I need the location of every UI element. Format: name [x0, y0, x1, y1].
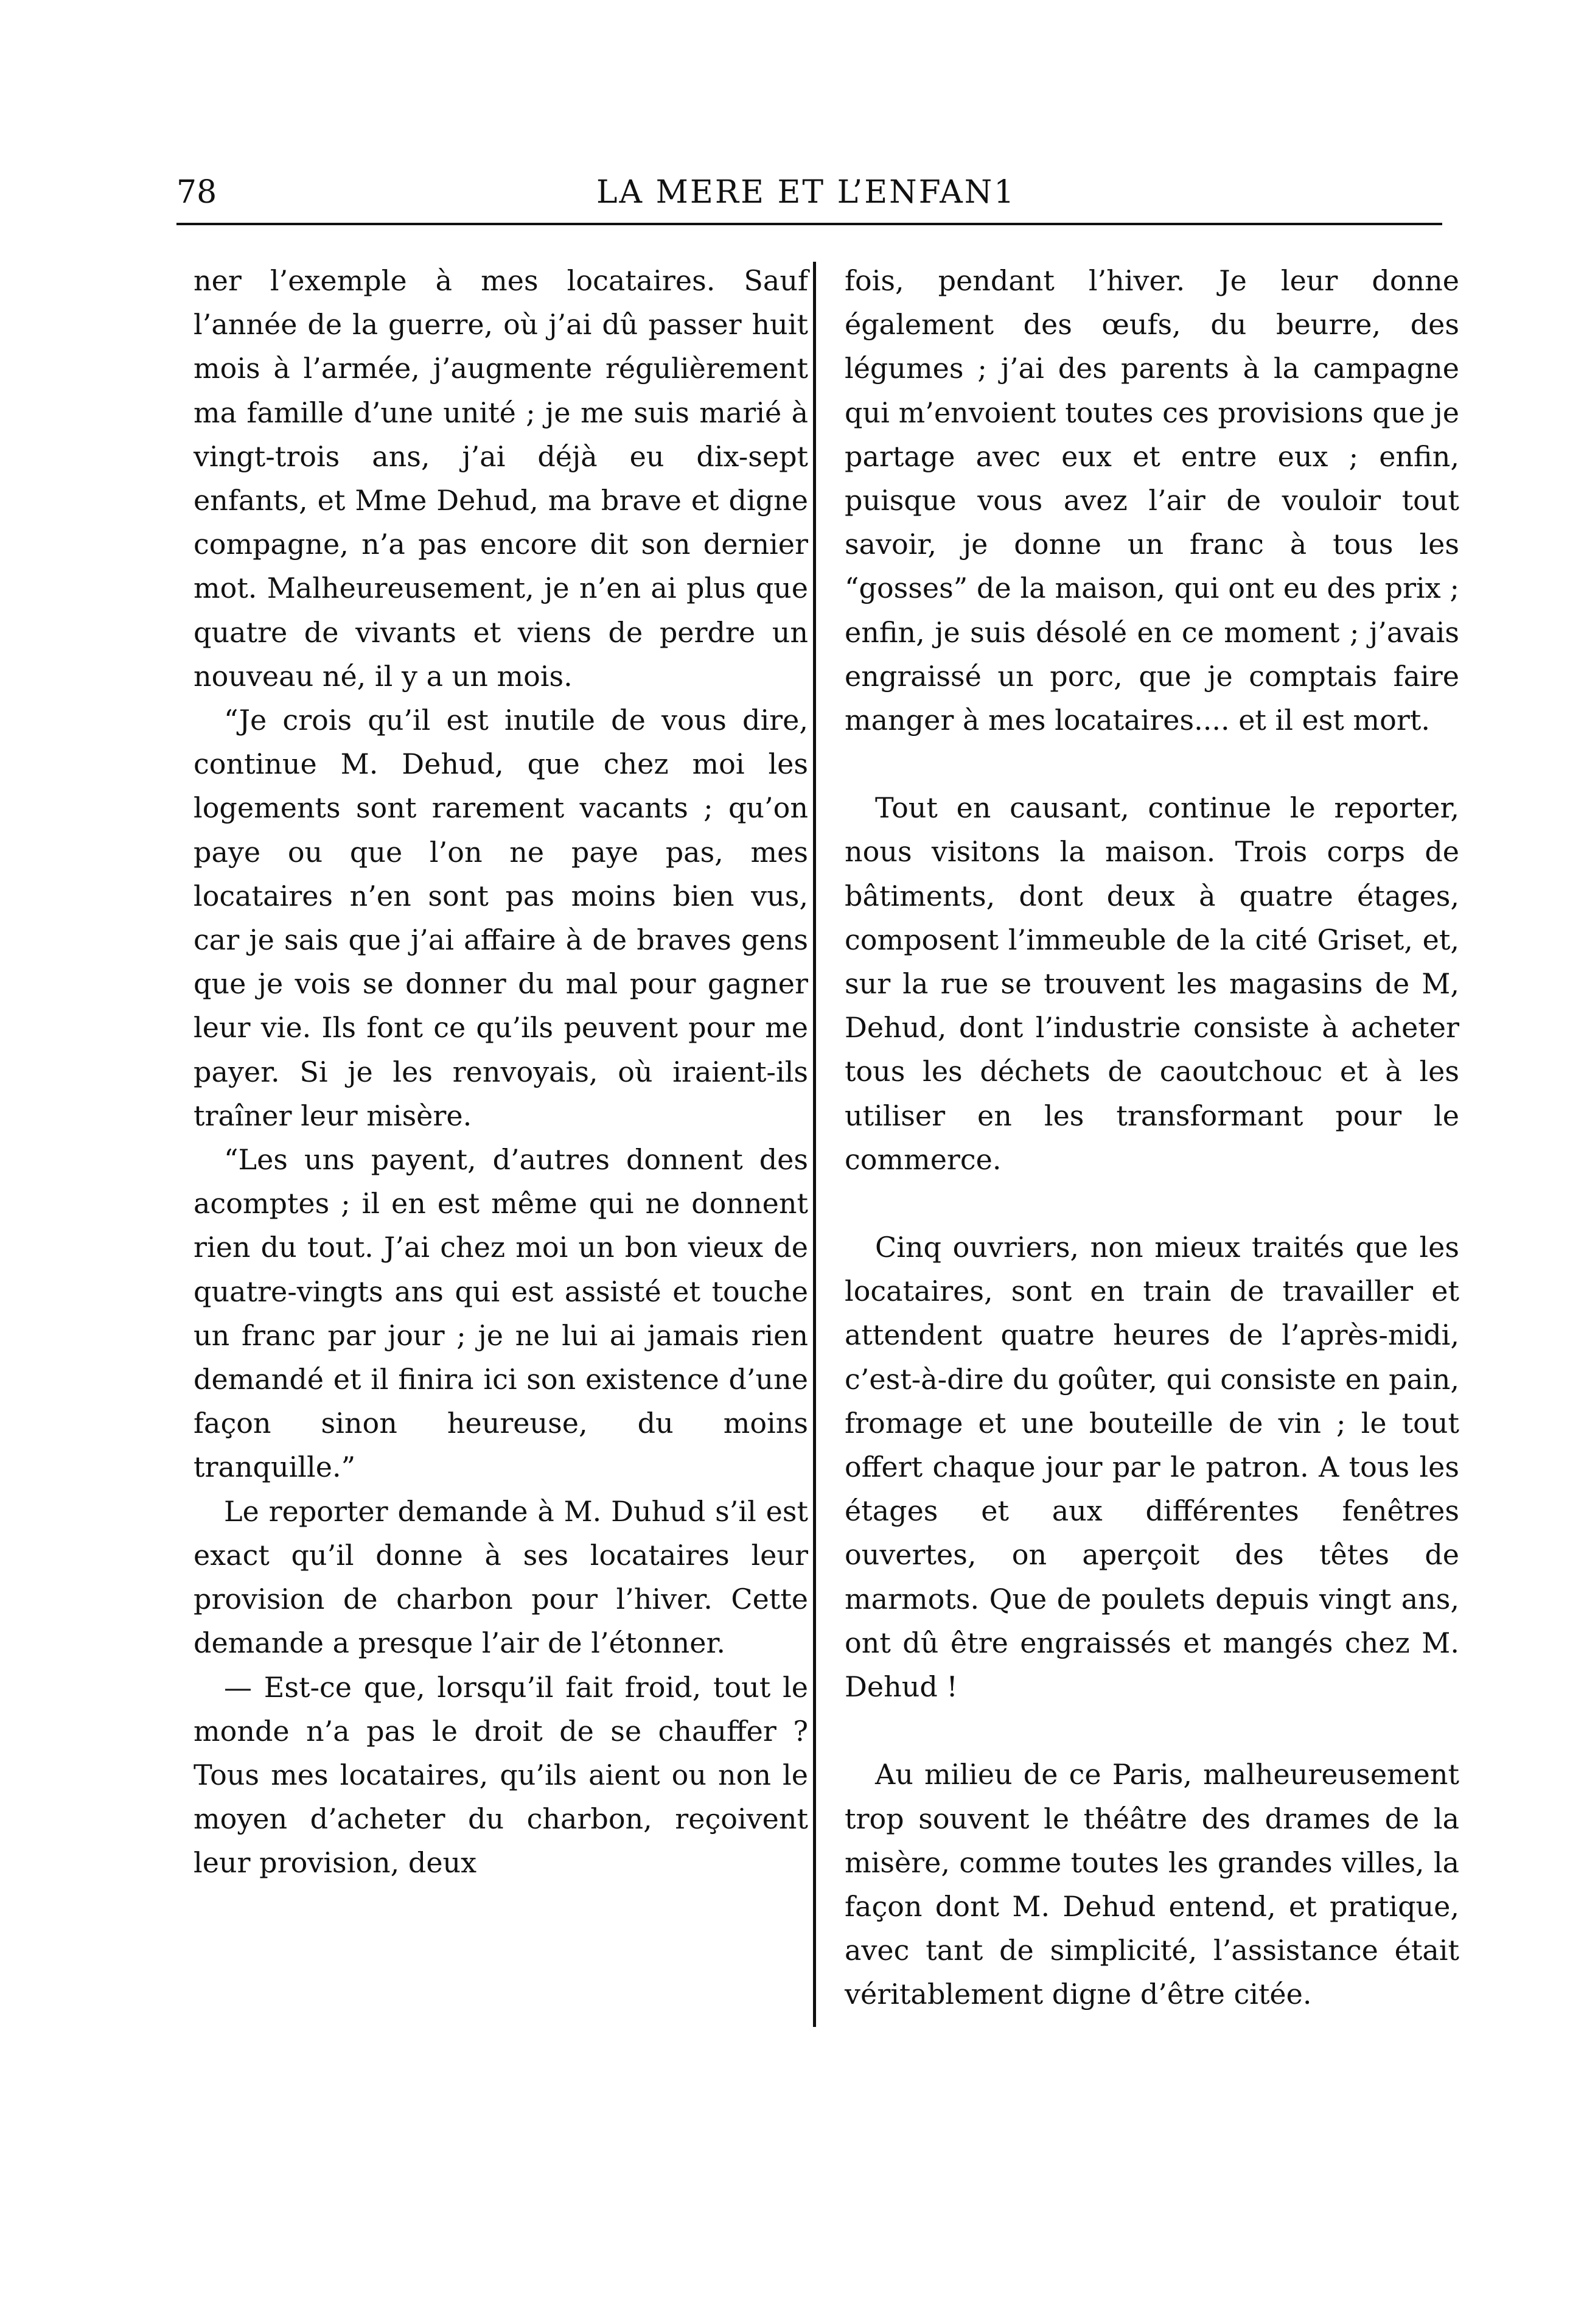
right-column	[845, 259, 1459, 2017]
paragraph: Tout en causant, continue le reporter, nous visitons la maison. Trois corps de bâtiments, dont deux à quatre étages, composent l’immeuble de la cité Griset, et, sur la rue se trouvent les magasins de M, Dehud, dont l’industrie consiste à acheter tous les déchets de caoutchouc et à les utiliser en les transformant pour le commerce.	[845, 791, 1459, 1176]
paragraph: ner l’exemple à mes locataires. Sauf l’année de la guerre, où j’ai dû passer huit mois à l’armée, j’augmente régulièrement ma famille d’une unité ; je me suis marié à vingt-trois ans, j’ai déjà eu dix-sept enfants, et Mme Dehud, ma brave et digne compagne, n’a pas encore dit son dernier mot. Malheureusement, je n’en ai plus que quatre de vivants et viens de perdre un nouveau né, il y a un mois.	[194, 264, 808, 693]
paragraph: — Est-ce que, lorsqu’il fait froid, tout le monde n’a pas le droit de se chauffer ? Tous mes locataires, qu’ils aient ou non le moyen d’acheter du charbon, reçoivent leur provision, deux	[194, 1670, 808, 1880]
column-divider	[813, 262, 816, 2027]
paragraph: “Les uns payent, d’autres donnent des acomptes ; il en est même qui ne donnent rien du tout. J’ai chez moi un bon vieux de quatre-vingts ans qui est assisté et touche un franc par jour ; je ne lui ai jamais rien demandé et il finira ici son existence d’une façon sinon heureuse, du moins tranquille.”	[194, 1143, 808, 1484]
running-head: LA MERE ET L’ENFAN1	[596, 174, 1016, 211]
page-number: 78	[176, 174, 217, 211]
paragraph: Le reporter demande à M. Duhud s’il est exact qu’il donne à ses locataires leur provision de charbon pour l’hiver. Cette demande a presque l’air de l’étonner.	[194, 1494, 808, 1660]
paragraph: “Je crois qu’il est inutile de vous dire, continue M. Dehud, que chez moi les logements sont rarement vacants ; qu’on paye ou que l’on ne paye pas, mes locataires n’en sont pas moins bien vus, car je sais que j’ai affaire à de braves gens que je vois se donner du mal pour gagner leur vie. Ils font ce qu’ils peuvent pour me payer. Si je les renvoyais, où iraient-ils traîner leur misère.	[194, 704, 808, 1132]
paragraph: Au milieu de ce Paris, malheureusement trop souvent le théâtre des drames de la misère, comme toutes les grandes villes, la façon dont M. Dehud entend, et pratique, avec tant de simplicité, l’assistance était véritablement digne d’être citée.	[845, 1758, 1459, 2011]
paragraph: fois, pendant l’hiver. Je leur donne également des œufs, du beurre, des légumes ; j’ai des parents à la campagne qui m’envoient toutes ces provisions que je partage avec eux et entre eux ; enfin, puisque vous avez l’air de vouloir tout savoir, je donne un franc à tous les “gosses” de la maison, qui ont eu des prix ; enfin, je suis désolé en ce moment ; j’avais engraissé un porc, que je comptais faire manger à mes locataires.... et il est mort.	[845, 264, 1459, 737]
left-column	[194, 259, 808, 1885]
paragraph: Cinq ouvriers, non mieux traités que les locataires, sont en train de travailler et attendent quatre heures de l’après-midi, c’est-à-dire du goûter, qui consiste en pain, fromage et une bouteille de vin ; le tout offert chaque jour par le patron. A tous les étages et aux différentes fenêtres ouvertes, on aperçoit des têtes de marmots. Que de poulets depuis vingt ans, ont dû être engraissés et mangés chez M. Dehud !	[845, 1231, 1459, 1704]
header-rule	[176, 223, 1442, 225]
